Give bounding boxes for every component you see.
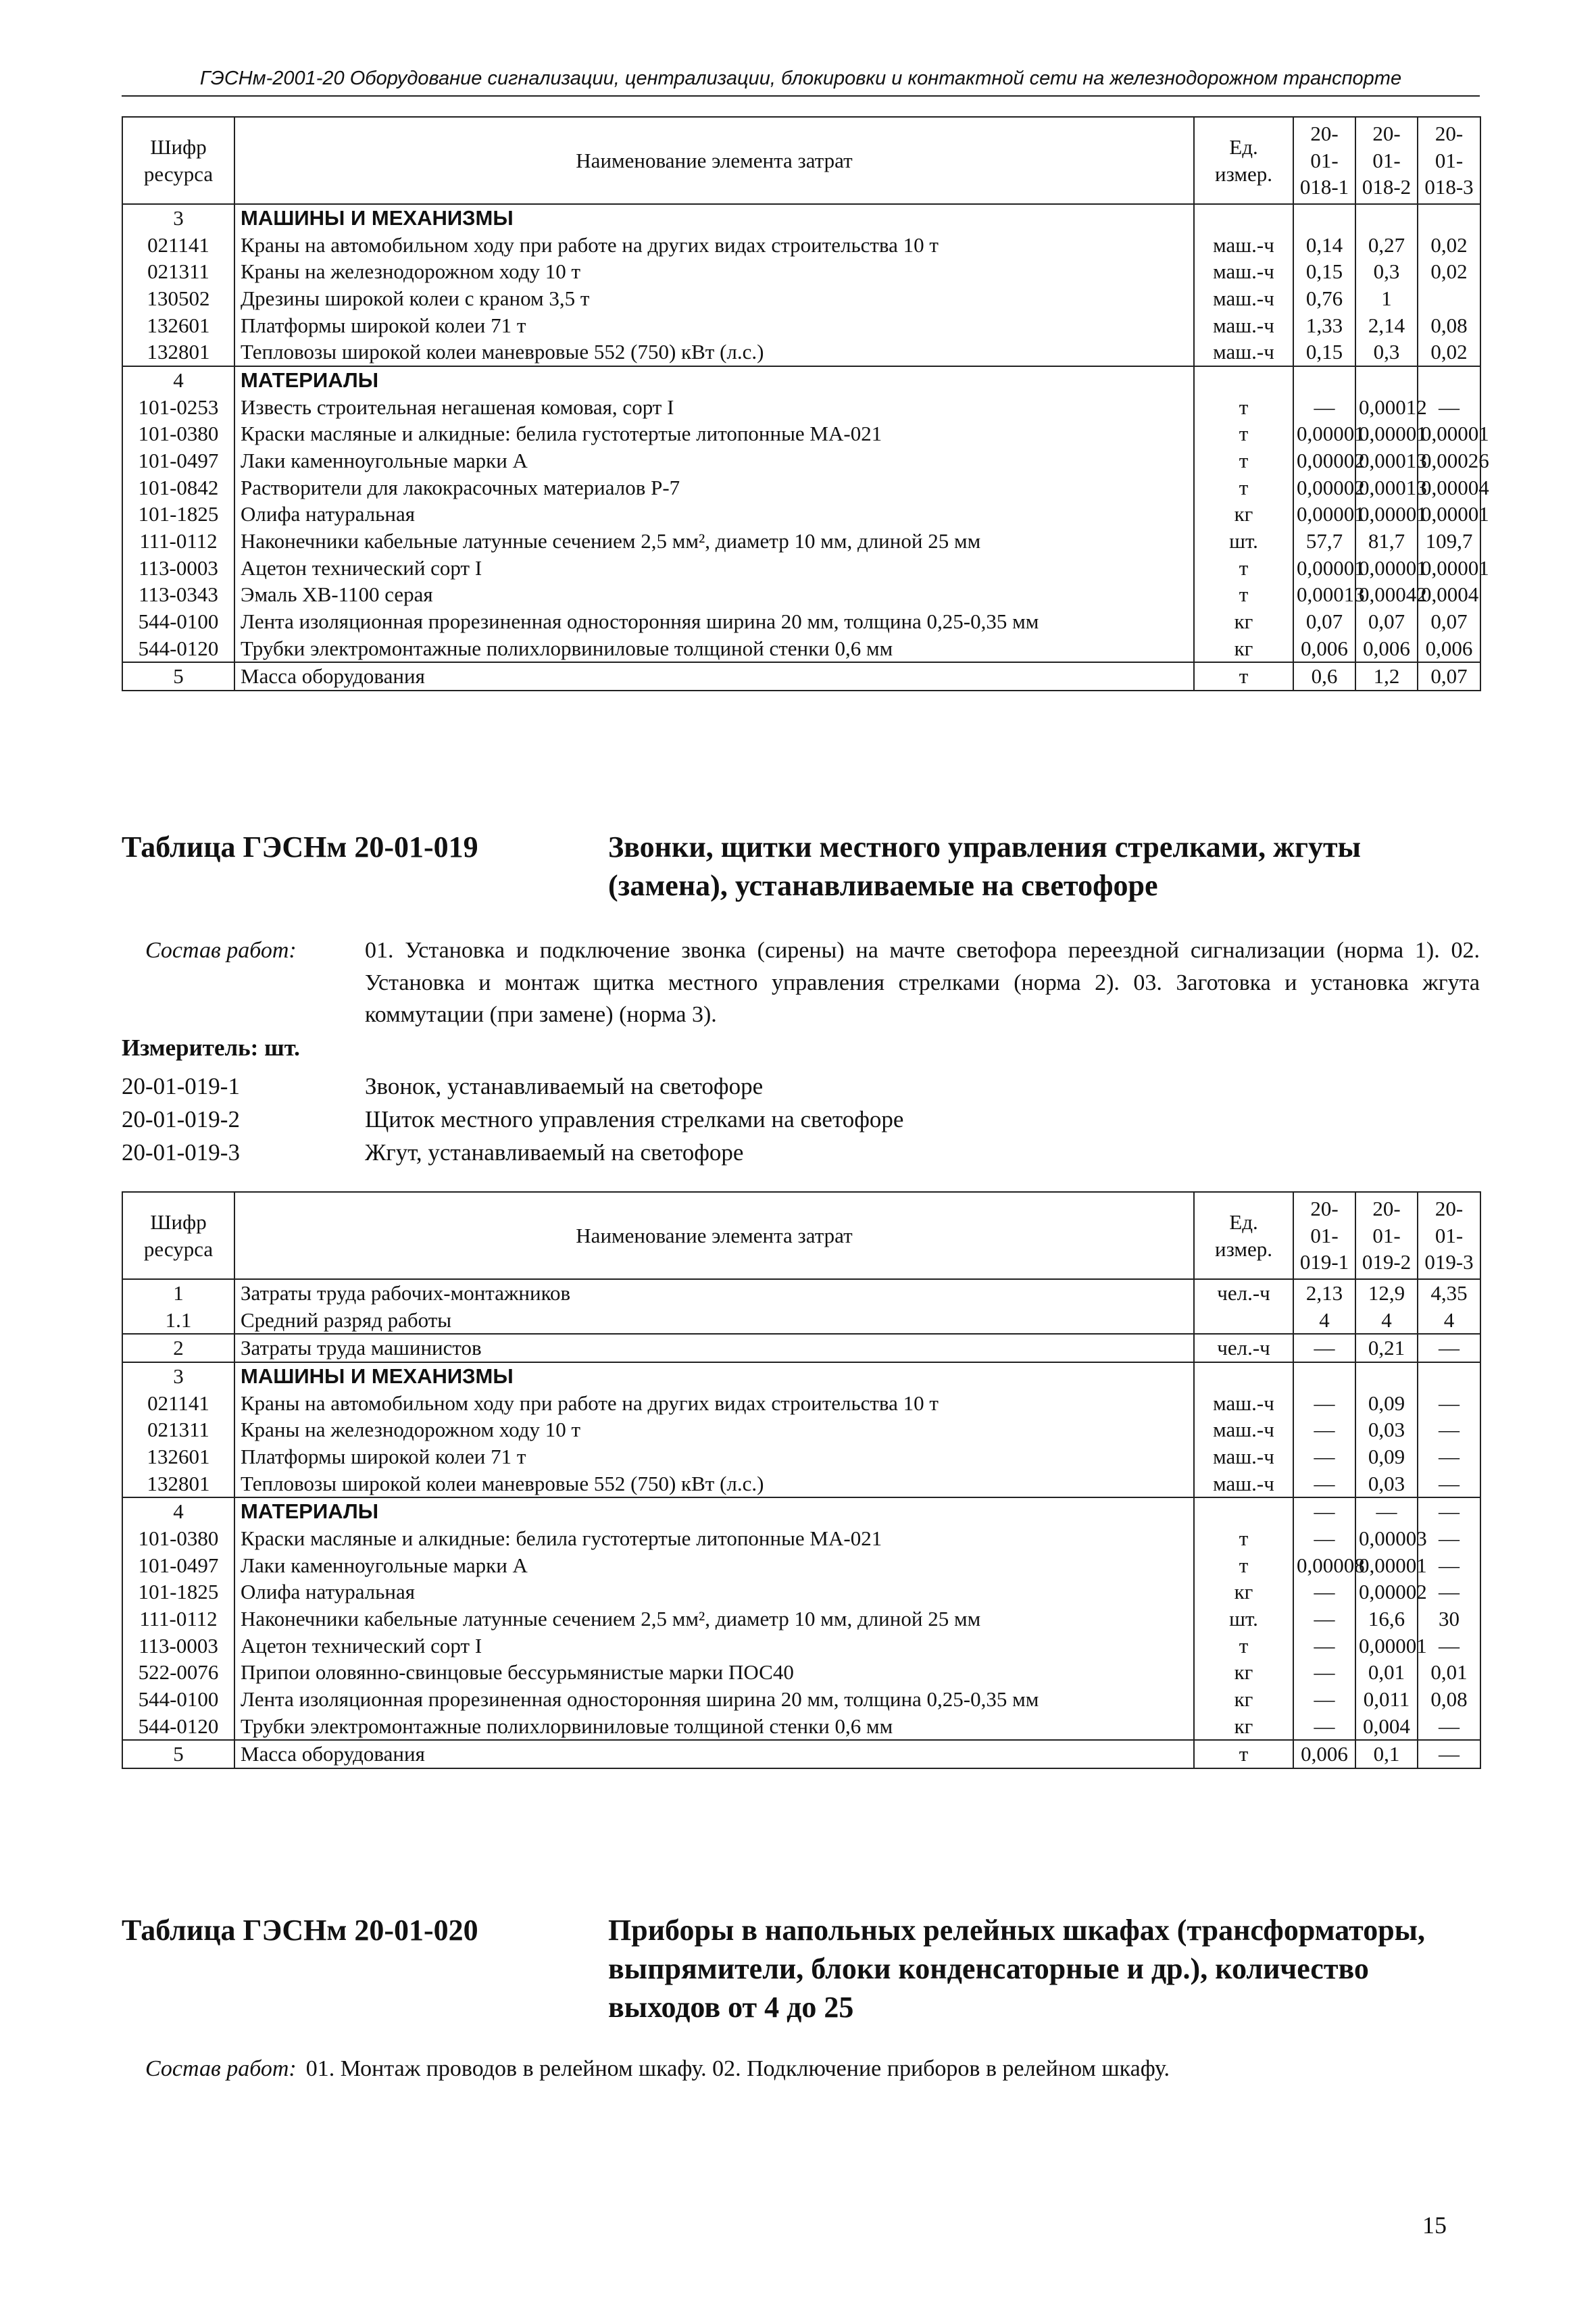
- table-row: [122, 1659, 1480, 1686]
- cell-norm-1: —: [1293, 1605, 1355, 1633]
- cell-norm-2: 0,00001: [1355, 555, 1418, 582]
- cell-unit: кг: [1194, 635, 1293, 663]
- cell-unit: кг: [1194, 608, 1293, 635]
- cell-unit: маш.-ч: [1194, 1470, 1293, 1498]
- cell-name: Тепловозы широкой колеи маневровые 552 (750) кВт (л.с.): [234, 339, 1194, 366]
- header-norm-1: 20-01-019-1: [1293, 1192, 1355, 1279]
- table-row: [122, 1334, 1480, 1362]
- cell-unit: маш.-ч: [1194, 232, 1293, 259]
- cell-name: МАШИНЫ И МЕХАНИЗМЫ: [234, 204, 1194, 232]
- cell-norm-3: 109,7: [1418, 528, 1480, 555]
- cell-norm-1: 0,00001: [1293, 420, 1355, 447]
- cell-name: Дрезины широкой колеи с краном 3,5 т: [234, 285, 1194, 312]
- cell-norm-3: [1418, 1362, 1480, 1390]
- page-number: 15: [1422, 2212, 1447, 2239]
- cell-code: 130502: [122, 285, 234, 312]
- cell-norm-1: 0,00002: [1293, 474, 1355, 501]
- cell-norm-3: [1418, 285, 1480, 312]
- table-row: [122, 1390, 1480, 1417]
- cell-code: 101-0380: [122, 420, 234, 447]
- running-head: ГЭСНм-2001-20 Оборудование сигнализации, централизации, блокировки и контактной сети на железнодорожном транспорте: [122, 68, 1480, 97]
- cell-norm-1: 1,33: [1293, 312, 1355, 339]
- cell-norm-1: —: [1293, 1470, 1355, 1498]
- cell-unit: [1194, 204, 1293, 232]
- cell-code: 021311: [122, 1416, 234, 1443]
- cell-code: 021311: [122, 258, 234, 285]
- cell-unit: маш.-ч: [1194, 312, 1293, 339]
- composition-019: [122, 935, 1480, 1031]
- cell-norm-3: 0,00026: [1418, 447, 1480, 474]
- table-row: [122, 1470, 1480, 1498]
- table-row: [122, 662, 1480, 691]
- composition-label: Состав работ:: [145, 938, 297, 963]
- cell-norm-1: [1293, 366, 1355, 394]
- cell-norm-3: [1418, 204, 1480, 232]
- cell-code: 5: [122, 662, 234, 691]
- cell-code: 101-0497: [122, 1552, 234, 1579]
- cell-norm-1: —: [1293, 1659, 1355, 1686]
- cell-norm-2: 0,3: [1355, 339, 1418, 366]
- cell-norm-1: 0,76: [1293, 285, 1355, 312]
- table-020-label: Таблица ГЭСНм 20-01-020: [122, 1914, 478, 1947]
- cell-unit: т: [1194, 1525, 1293, 1552]
- table-row: [122, 635, 1480, 663]
- cell-name: Наконечники кабельные латунные сечением 2,5 мм², диаметр 10 мм, длиной 25 мм: [234, 528, 1194, 555]
- cell-norm-1: 0,15: [1293, 258, 1355, 285]
- cell-norm-2: 0,27: [1355, 232, 1418, 259]
- cell-norm-2: 0,00001: [1355, 501, 1418, 528]
- cell-name: МАШИНЫ И МЕХАНИЗМЫ: [234, 1362, 1194, 1390]
- norm-text: Звонок, устанавливаемый на светофоре: [365, 1073, 764, 1099]
- header-norm-1: 20-01-018-1: [1293, 117, 1355, 204]
- cell-code: 101-1825: [122, 501, 234, 528]
- cell-norm-3: 0,0004: [1418, 581, 1480, 608]
- cell-name: Лента изоляционная прорезиненная односторонняя ширина 20 мм, толщина 0,25-0,35 мм: [234, 1686, 1194, 1713]
- table-row: [122, 204, 1480, 232]
- cell-name: Припои оловянно-свинцовые бессурьмянистые марки ПОС40: [234, 1659, 1194, 1686]
- cell-norm-1: 0,00013: [1293, 581, 1355, 608]
- cell-norm-3: 4: [1418, 1307, 1480, 1335]
- cell-norm-1: 0,00001: [1293, 555, 1355, 582]
- composition-label: Состав работ:: [145, 2056, 297, 2081]
- composition-020: [122, 2053, 1480, 2085]
- cell-name: Лаки каменноугольные марки А: [234, 447, 1194, 474]
- cell-norm-3: 0,01: [1418, 1659, 1480, 1686]
- cell-norm-3: —: [1418, 1525, 1480, 1552]
- table-019-title: [122, 828, 1480, 905]
- table-row: [122, 420, 1480, 447]
- cell-norm-2: 0,00012: [1355, 394, 1418, 421]
- table-row: [122, 258, 1480, 285]
- header-norm-2: 20-01-019-2: [1355, 1192, 1418, 1279]
- cell-norm-3: —: [1418, 1497, 1480, 1525]
- cell-name: Краски масляные и алкидные: белила густотертые литопонные МА-021: [234, 1525, 1194, 1552]
- cell-name: Ацетон технический сорт I: [234, 1633, 1194, 1660]
- table-row: [122, 447, 1480, 474]
- table-020-title: [122, 1911, 1480, 2027]
- table-row: [122, 1279, 1480, 1307]
- table-row: [122, 1605, 1480, 1633]
- cell-norm-2: 2,14: [1355, 312, 1418, 339]
- cell-unit: т: [1194, 474, 1293, 501]
- table-row: [122, 1578, 1480, 1605]
- norm-code: 20-01-019-2: [122, 1106, 240, 1132]
- cell-unit: чел.-ч: [1194, 1279, 1293, 1307]
- cell-code: 544-0120: [122, 1713, 234, 1741]
- table-row: [122, 555, 1480, 582]
- cell-code: 101-1825: [122, 1578, 234, 1605]
- norm-text: Жгут, устанавливаемый на светофоре: [365, 1139, 744, 1166]
- cell-name: Затраты труда машинистов: [234, 1334, 1194, 1362]
- table-row: [122, 1552, 1480, 1579]
- cell-norm-1: —: [1293, 394, 1355, 421]
- cell-name: Краски масляные и алкидные: белила густотертые литопонные МА-021: [234, 420, 1194, 447]
- cell-unit: кг: [1194, 1713, 1293, 1741]
- cell-norm-3: 0,00001: [1418, 420, 1480, 447]
- cell-norm-3: 0,08: [1418, 1686, 1480, 1713]
- cell-norm-1: 57,7: [1293, 528, 1355, 555]
- cell-norm-1: 4: [1293, 1307, 1355, 1335]
- cell-norm-3: —: [1418, 1443, 1480, 1470]
- cell-unit: кг: [1194, 1659, 1293, 1686]
- cell-norm-2: 0,09: [1355, 1443, 1418, 1470]
- cell-name: Трубки электромонтажные полихлорвиниловые толщиной стенки 0,6 мм: [234, 1713, 1194, 1741]
- composition-text: 01. Установка и подключение звонка (сирены) на мачте светофора переездной сигнализации (норма 1). 02. Установка и монтаж щитка местного управления стрелками (норма 2). 03. Заготовка и установка жгута коммутации (при замене) (норма 3).: [365, 938, 1480, 1028]
- cell-name: Краны на железнодорожном ходу 10 т: [234, 1416, 1194, 1443]
- cell-unit: маш.-ч: [1194, 1390, 1293, 1417]
- cell-norm-2: 0,00002: [1355, 1578, 1418, 1605]
- cell-code: 101-0842: [122, 474, 234, 501]
- cell-norm-2: 0,00001: [1355, 420, 1418, 447]
- cell-name: Платформы широкой колеи 71 т: [234, 312, 1194, 339]
- cell-unit: маш.-ч: [1194, 258, 1293, 285]
- cell-name: Олифа натуральная: [234, 1578, 1194, 1605]
- cell-norm-2: 0,3: [1355, 258, 1418, 285]
- cell-norm-3: —: [1418, 1633, 1480, 1660]
- cell-norm-3: —: [1418, 394, 1480, 421]
- cell-norm-1: [1293, 204, 1355, 232]
- table-body: [122, 1279, 1480, 1768]
- table-row: [122, 528, 1480, 555]
- cell-name: Средний разряд работы: [234, 1307, 1194, 1335]
- cell-unit: шт.: [1194, 528, 1293, 555]
- cell-name: Трубки электромонтажные полихлорвиниловые толщиной стенки 0,6 мм: [234, 635, 1194, 663]
- cell-norm-1: —: [1293, 1686, 1355, 1713]
- cell-code: 101-0253: [122, 394, 234, 421]
- cell-norm-1: —: [1293, 1443, 1355, 1470]
- cell-norm-3: 0,07: [1418, 608, 1480, 635]
- cell-norm-2: 12,9: [1355, 1279, 1418, 1307]
- cell-norm-1: 0,15: [1293, 339, 1355, 366]
- cell-norm-2: 0,09: [1355, 1390, 1418, 1417]
- cell-norm-2: 16,6: [1355, 1605, 1418, 1633]
- cell-name: Эмаль ХВ-1100 серая: [234, 581, 1194, 608]
- cell-unit: маш.-ч: [1194, 1443, 1293, 1470]
- cell-unit: кг: [1194, 501, 1293, 528]
- cell-name: МАТЕРИАЛЫ: [234, 366, 1194, 394]
- table-row: [122, 1416, 1480, 1443]
- table-row: [122, 285, 1480, 312]
- cell-name: Краны на автомобильном ходу при работе на других видах строительства 10 т: [234, 232, 1194, 259]
- cell-norm-2: 1: [1355, 285, 1418, 312]
- cell-code: 132801: [122, 1470, 234, 1498]
- cell-norm-1: 0,6: [1293, 662, 1355, 691]
- cell-norm-2: [1355, 1362, 1418, 1390]
- cell-code: 3: [122, 1362, 234, 1390]
- cell-name: Растворители для лакокрасочных материалов Р-7: [234, 474, 1194, 501]
- table-header-row: [122, 1192, 1480, 1279]
- cell-norm-3: —: [1418, 1334, 1480, 1362]
- composition-text: 01. Монтаж проводов в релейном шкафу. 02. Подключение приборов в релейном шкафу.: [305, 2056, 1170, 2081]
- table-body: [122, 204, 1489, 691]
- cell-code: 4: [122, 1497, 234, 1525]
- cell-norm-3: 30: [1418, 1605, 1480, 1633]
- cell-norm-1: 0,14: [1293, 232, 1355, 259]
- cell-unit: [1194, 366, 1293, 394]
- norm-code: 20-01-019-1: [122, 1073, 240, 1099]
- norm-list: [122, 1070, 1480, 1169]
- cell-code: 113-0003: [122, 555, 234, 582]
- cell-norm-3: 0,00001: [1418, 501, 1480, 528]
- cell-unit: т: [1194, 394, 1293, 421]
- cell-norm-3: 0,08: [1418, 312, 1480, 339]
- cell-code: 113-0343: [122, 581, 234, 608]
- table-020-heading: Приборы в напольных релейных шкафах (трансформаторы, выпрямители, блоки конденсаторные и др.), количество выходов от 4 до 25: [608, 1914, 1426, 2024]
- table-row: [122, 1307, 1480, 1335]
- table-019-label: Таблица ГЭСНм 20-01-019: [122, 830, 478, 864]
- cell-norm-1: —: [1293, 1578, 1355, 1605]
- cell-code: 113-0003: [122, 1633, 234, 1660]
- cell-norm-3: [1418, 366, 1480, 394]
- cell-name: Наконечники кабельные латунные сечением 2,5 мм², диаметр 10 мм, длиной 25 мм: [234, 1605, 1194, 1633]
- resource-table-019: [122, 1191, 1481, 1769]
- cell-norm-1: 0,07: [1293, 608, 1355, 635]
- cell-norm-2: 1,2: [1355, 662, 1418, 691]
- table-row: [122, 1443, 1480, 1470]
- norm-code: 20-01-019-3: [122, 1139, 240, 1166]
- table-row: [122, 1633, 1480, 1660]
- table-row: [122, 1713, 1480, 1741]
- cell-norm-3: —: [1418, 1390, 1480, 1417]
- cell-norm-3: —: [1418, 1713, 1480, 1741]
- cell-norm-2: 0,21: [1355, 1334, 1418, 1362]
- cell-code: 021141: [122, 1390, 234, 1417]
- cell-norm-2: 0,006: [1355, 635, 1418, 663]
- cell-code: 132601: [122, 1443, 234, 1470]
- cell-unit: маш.-ч: [1194, 1416, 1293, 1443]
- cell-norm-3: 0,07: [1418, 662, 1480, 691]
- cell-unit: т: [1194, 420, 1293, 447]
- cell-norm-1: 0,00008: [1293, 1552, 1355, 1579]
- table-row: [122, 366, 1480, 394]
- cell-name: Затраты труда рабочих-монтажников: [234, 1279, 1194, 1307]
- norm-item: [122, 1070, 1480, 1103]
- cell-norm-2: 0,004: [1355, 1713, 1418, 1741]
- cell-unit: [1194, 1497, 1293, 1525]
- cell-code: 1: [122, 1279, 234, 1307]
- cell-norm-3: —: [1418, 1470, 1480, 1498]
- cell-norm-2: 0,00001: [1355, 1633, 1418, 1660]
- cell-name: Платформы широкой колеи 71 т: [234, 1443, 1194, 1470]
- cell-norm-1: 0,00001: [1293, 501, 1355, 528]
- header-code: Шифр ресурса: [122, 1192, 234, 1279]
- cell-norm-3: 0,00001: [1418, 555, 1480, 582]
- header-unit: Ед. измер.: [1194, 117, 1293, 204]
- header-norm-2: 20-01-018-2: [1355, 117, 1418, 204]
- cell-name: Лаки каменноугольные марки А: [234, 1552, 1194, 1579]
- cell-code: 111-0112: [122, 1605, 234, 1633]
- table-row: [122, 581, 1480, 608]
- cell-code: 101-0380: [122, 1525, 234, 1552]
- cell-name: МАТЕРИАЛЫ: [234, 1497, 1194, 1525]
- cell-norm-2: 0,03: [1355, 1470, 1418, 1498]
- table-row: [122, 501, 1480, 528]
- cell-unit: т: [1194, 1552, 1293, 1579]
- cell-norm-3: 0,02: [1418, 339, 1480, 366]
- cell-code: 4: [122, 366, 234, 394]
- cell-norm-3: 0,02: [1418, 258, 1480, 285]
- norm-item: [122, 1103, 1480, 1136]
- cell-code: 544-0100: [122, 608, 234, 635]
- cell-name: Краны на железнодорожном ходу 10 т: [234, 258, 1194, 285]
- cell-unit: т: [1194, 1740, 1293, 1768]
- cell-code: 3: [122, 204, 234, 232]
- cell-name: Краны на автомобильном ходу при работе на других видах строительства 10 т: [234, 1390, 1194, 1417]
- cell-norm-2: 0,00042: [1355, 581, 1418, 608]
- cell-norm-2: 0,1: [1355, 1740, 1418, 1768]
- header-norm-3: 20-01-018-3: [1418, 117, 1480, 204]
- cell-code: 111-0112: [122, 528, 234, 555]
- cell-name: Ацетон технический сорт I: [234, 555, 1194, 582]
- cell-code: 021141: [122, 232, 234, 259]
- cell-norm-2: 0,011: [1355, 1686, 1418, 1713]
- cell-unit: маш.-ч: [1194, 339, 1293, 366]
- cell-norm-1: —: [1293, 1416, 1355, 1443]
- table-row: [122, 1497, 1480, 1525]
- cell-code: 522-0076: [122, 1659, 234, 1686]
- cell-norm-1: [1293, 1362, 1355, 1390]
- cell-code: 132801: [122, 339, 234, 366]
- cell-unit: шт.: [1194, 1605, 1293, 1633]
- cell-name: Известь строительная негашеная комовая, сорт I: [234, 394, 1194, 421]
- cell-name: Лента изоляционная прорезиненная односторонняя ширина 20 мм, толщина 0,25-0,35 мм: [234, 608, 1194, 635]
- cell-norm-3: —: [1418, 1740, 1480, 1768]
- header-name: Наименование элемента затрат: [234, 117, 1194, 204]
- table-row: [122, 474, 1480, 501]
- table-row: [122, 1362, 1480, 1390]
- cell-name: Масса оборудования: [234, 662, 1194, 691]
- cell-norm-2: 81,7: [1355, 528, 1418, 555]
- cell-norm-3: —: [1418, 1416, 1480, 1443]
- cell-unit: т: [1194, 1633, 1293, 1660]
- cell-norm-2: 0,07: [1355, 608, 1418, 635]
- table-header-row: [122, 117, 1480, 204]
- header-unit: Ед. измер.: [1194, 1192, 1293, 1279]
- table-row: [122, 1686, 1480, 1713]
- table-row: [122, 312, 1480, 339]
- cell-unit: т: [1194, 662, 1293, 691]
- norm-item: [122, 1136, 1480, 1169]
- table-row: [122, 232, 1480, 259]
- cell-unit: т: [1194, 447, 1293, 474]
- table-row: [122, 394, 1480, 421]
- cell-unit: т: [1194, 581, 1293, 608]
- cell-norm-1: —: [1293, 1390, 1355, 1417]
- cell-norm-2: 4: [1355, 1307, 1418, 1335]
- cell-unit: [1194, 1362, 1293, 1390]
- header-norm-3: 20-01-019-3: [1418, 1192, 1480, 1279]
- table-row: [122, 608, 1480, 635]
- cell-unit: кг: [1194, 1578, 1293, 1605]
- cell-unit: [1194, 1307, 1293, 1335]
- table-row: [122, 1740, 1480, 1768]
- header-name: Наименование элемента затрат: [234, 1192, 1194, 1279]
- cell-unit: чел.-ч: [1194, 1334, 1293, 1362]
- cell-code: 101-0497: [122, 447, 234, 474]
- cell-norm-3: 0,006: [1418, 635, 1480, 663]
- cell-norm-2: [1355, 204, 1418, 232]
- cell-code: 5: [122, 1740, 234, 1768]
- cell-code: 1.1: [122, 1307, 234, 1335]
- cell-unit: т: [1194, 555, 1293, 582]
- table-row: [122, 1525, 1480, 1552]
- cell-norm-1: —: [1293, 1334, 1355, 1362]
- cell-name: Масса оборудования: [234, 1740, 1194, 1768]
- cell-norm-1: —: [1293, 1713, 1355, 1741]
- table-019-heading: Звонки, щитки местного управления стрелками, жгуты (замена), устанавливаемые на светофоре: [608, 830, 1361, 903]
- cell-norm-1: 0,00002: [1293, 447, 1355, 474]
- cell-norm-2: 0,00013: [1355, 474, 1418, 501]
- cell-code: 132601: [122, 312, 234, 339]
- cell-norm-3: —: [1418, 1578, 1480, 1605]
- cell-norm-2: —: [1355, 1497, 1418, 1525]
- resource-table-018: [122, 116, 1489, 691]
- cell-code: 544-0100: [122, 1686, 234, 1713]
- cell-norm-1: —: [1293, 1497, 1355, 1525]
- header-code: Шифр ресурса: [122, 117, 234, 204]
- cell-name: Тепловозы широкой колеи маневровые 552 (750) кВт (л.с.): [234, 1470, 1194, 1498]
- cell-norm-3: —: [1418, 1552, 1480, 1579]
- cell-name: Олифа натуральная: [234, 501, 1194, 528]
- cell-norm-1: 2,13: [1293, 1279, 1355, 1307]
- cell-norm-2: 0,01: [1355, 1659, 1418, 1686]
- cell-norm-2: 0,03: [1355, 1416, 1418, 1443]
- measure-unit: Измеритель: шт.: [122, 1035, 300, 1061]
- cell-code: 544-0120: [122, 635, 234, 663]
- cell-norm-2: [1355, 366, 1418, 394]
- cell-norm-1: —: [1293, 1525, 1355, 1552]
- cell-norm-2: 0,00001: [1355, 1552, 1418, 1579]
- cell-norm-2: 0,00013: [1355, 447, 1418, 474]
- norm-text: Щиток местного управления стрелками на светофоре: [365, 1106, 904, 1132]
- cell-unit: кг: [1194, 1686, 1293, 1713]
- cell-norm-3: 0,00004: [1418, 474, 1480, 501]
- cell-unit: маш.-ч: [1194, 285, 1293, 312]
- cell-norm-1: 0,006: [1293, 1740, 1355, 1768]
- cell-norm-3: 0,02: [1418, 232, 1480, 259]
- cell-norm-3: 4,35: [1418, 1279, 1480, 1307]
- cell-norm-2: 0,00003: [1355, 1525, 1418, 1552]
- cell-norm-1: 0,006: [1293, 635, 1355, 663]
- cell-norm-1: —: [1293, 1633, 1355, 1660]
- table-row: [122, 339, 1480, 366]
- cell-code: 2: [122, 1334, 234, 1362]
